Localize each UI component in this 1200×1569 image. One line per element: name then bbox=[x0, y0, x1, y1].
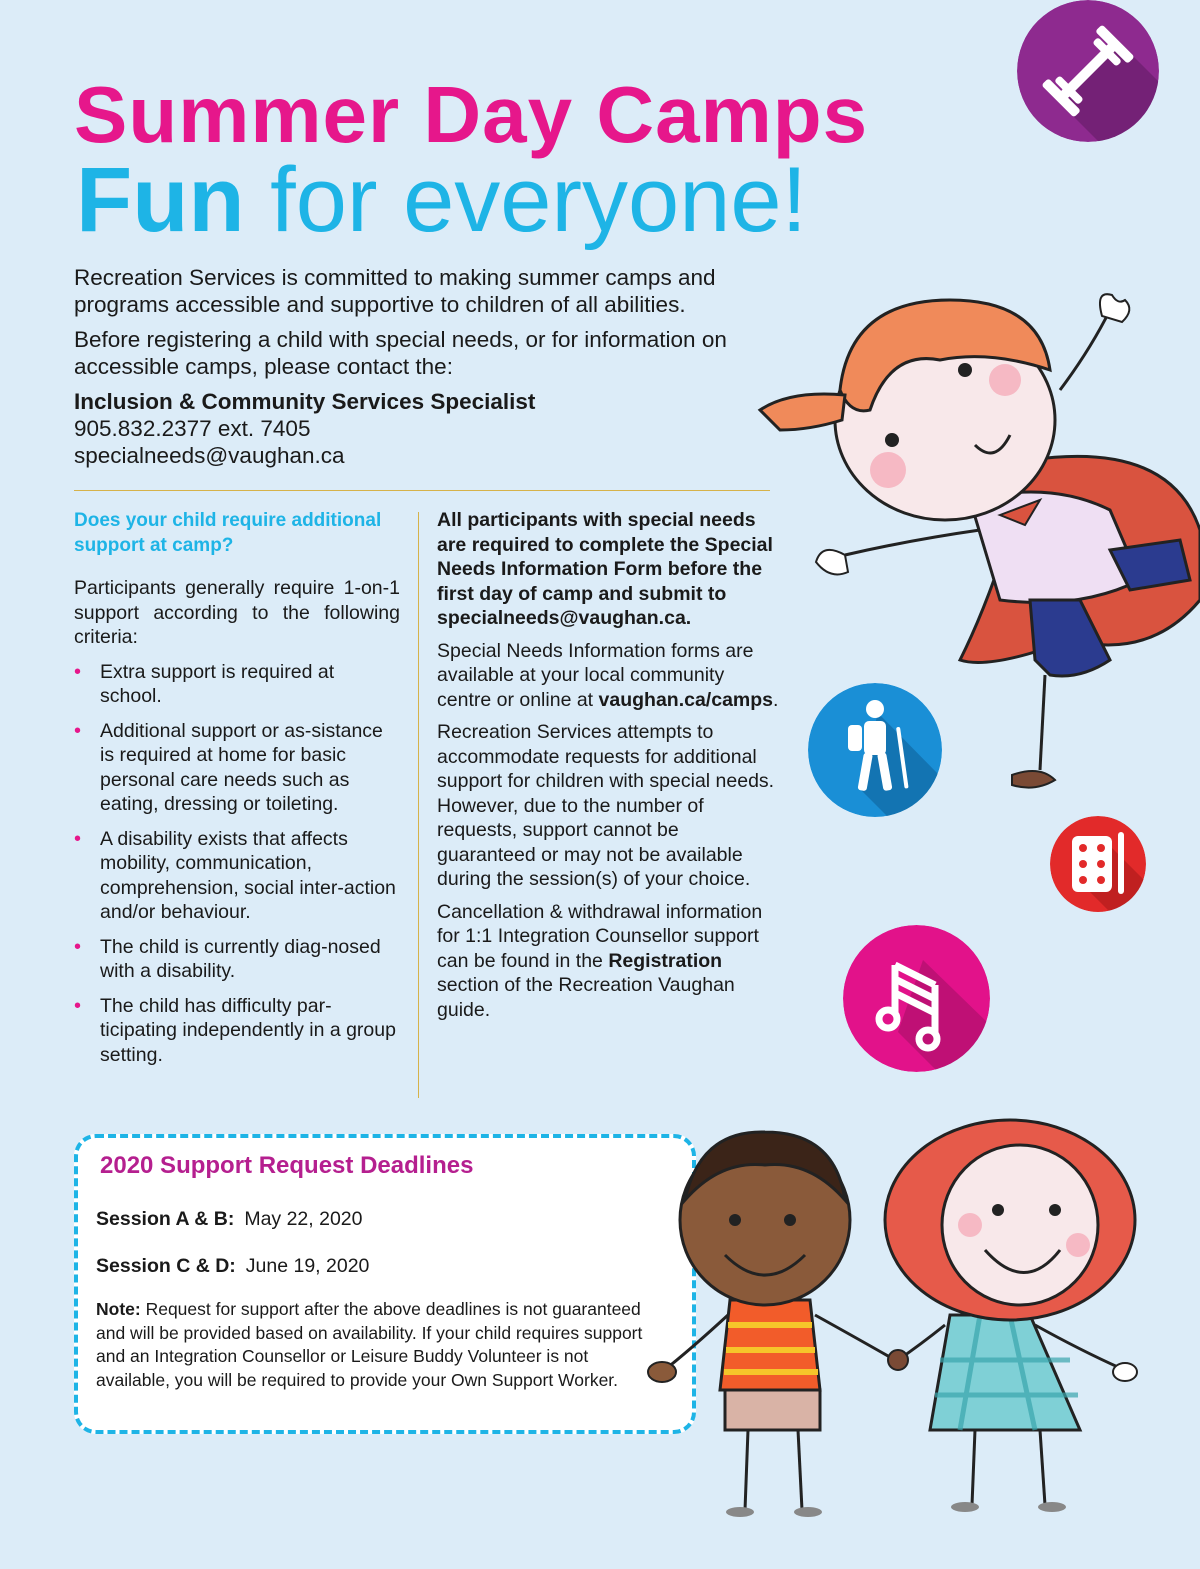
cancellation-paragraph bbox=[437, 900, 782, 1023]
session-cd-row bbox=[96, 1255, 369, 1278]
note-text: Request for support after the above deadlines is not guaranteed and will be provided based on availability. If your child requires support and an Integration Counsellor or Leisure Buddy Volunteer is not available, you will be required to provide your Own Support Worker. bbox=[96, 1299, 643, 1390]
session-ab-row bbox=[96, 1208, 363, 1231]
bullet-icon: • bbox=[74, 994, 82, 1017]
deadlines-box bbox=[74, 1134, 696, 1434]
session-ab-label: Session A & B: bbox=[96, 1208, 235, 1230]
support-question-heading: Does your child require additional support at camp? bbox=[74, 510, 382, 556]
cancel-bold: Registration bbox=[608, 949, 723, 972]
forms-text: Special Needs Information forms are available at your local community centre or online at bbox=[437, 639, 754, 711]
music-note-icon bbox=[843, 925, 990, 1072]
attempts-paragraph: Recreation Services attempts to accommodate requests for additional support for children with special needs. However, due to the number of requests, support cannot be guaranteed or may not be available during the session(s) of your choice. bbox=[437, 721, 775, 890]
left-column bbox=[74, 508, 400, 1077]
intro-paragraph-1: Recreation Services is committed to making summer camps and programs accessible and supportive to children of all abilities. bbox=[74, 265, 716, 317]
cancel-post: section of the Recreation Vaughan guide. bbox=[437, 974, 735, 1021]
deadlines-note bbox=[96, 1298, 656, 1392]
contact-name: Inclusion & Community Services Specialist bbox=[74, 389, 536, 414]
intro bbox=[74, 264, 804, 469]
bullet-icon: • bbox=[74, 935, 82, 958]
forms-end: . bbox=[773, 688, 779, 711]
title-fun-for-everyone bbox=[76, 150, 807, 250]
list-item-text: A disability exists that affects mobility, communication, comprehension, social inter-action and/or behaviour. bbox=[100, 827, 396, 923]
contact-phone: 905.832.2377 ext. 7405 bbox=[74, 416, 311, 441]
hiker-icon bbox=[808, 683, 942, 817]
forms-link[interactable]: vaughan.ca/camps bbox=[598, 688, 774, 711]
forms-paragraph bbox=[437, 639, 782, 713]
contact-email[interactable]: specialneeds@vaughan.ca bbox=[74, 443, 345, 468]
list-item-text: The child is currently diag-nosed with a disability. bbox=[100, 935, 381, 982]
requirement-statement: All participants with special needs are required to complete the Special Needs Information Form before the first day of camp and submit to specialneeds@vaughan.ca. bbox=[437, 509, 773, 629]
title-for-everyone: for everyone! bbox=[244, 149, 808, 251]
list-item bbox=[74, 827, 400, 925]
dumbbell-icon bbox=[1017, 0, 1159, 142]
session-cd-date: June 19, 2020 bbox=[245, 1255, 370, 1277]
list-item bbox=[74, 935, 400, 984]
cancel-pre: Cancellation & withdrawal information for 1:1 Integration Counsellor support can be found in the bbox=[437, 900, 763, 972]
divider-vertical bbox=[418, 512, 419, 1098]
title-fun: Fun bbox=[76, 149, 245, 251]
intro-paragraph-2: Before registering a child with special needs, or for information on accessible camps, please contact the: bbox=[74, 327, 727, 379]
divider-horizontal bbox=[74, 490, 770, 491]
session-ab-date: May 22, 2020 bbox=[244, 1208, 363, 1230]
deadlines-title: 2020 Support Request Deadlines bbox=[100, 1152, 474, 1179]
list-item-text: Additional support or as-sistance is required at home for basic personal care needs such as eating, dressing or toileting. bbox=[100, 719, 383, 815]
children-holding-hands-illustration bbox=[640, 1110, 1200, 1530]
bullet-icon: • bbox=[74, 660, 82, 683]
bullet-icon: • bbox=[74, 719, 82, 742]
list-item bbox=[74, 994, 400, 1068]
right-column bbox=[437, 508, 782, 1030]
paint-palette-icon bbox=[1050, 816, 1146, 912]
list-item bbox=[74, 660, 400, 709]
session-cd-label: Session C & D: bbox=[96, 1255, 236, 1277]
bullet-icon: • bbox=[74, 827, 82, 850]
list-item-text: Extra support is required at school. bbox=[100, 660, 335, 707]
title-summer-day-camps: Summer Day Camps bbox=[74, 70, 869, 159]
criteria-list bbox=[74, 660, 400, 1068]
list-item bbox=[74, 719, 400, 817]
criteria-lead: Participants generally require 1-on-1 support according to the following criteria: bbox=[74, 577, 400, 648]
list-item-text: The child has difficulty par-ticipating independently in a group setting. bbox=[100, 994, 396, 1066]
note-label: Note: bbox=[96, 1299, 141, 1319]
